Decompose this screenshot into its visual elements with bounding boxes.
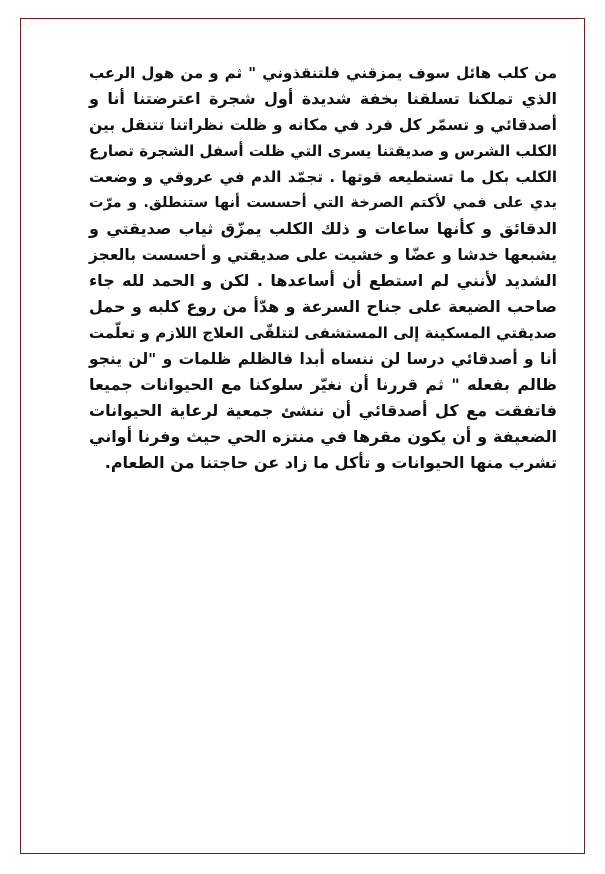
text-line-14: فاتفقت مع كل أصدقائي أن ننشئ جمعية لرعاية الحيوانات — [89, 401, 557, 420]
text-line-9: الشديد لأنني لم استطع أن أساعدها . لكن و الحمد لله جاء — [89, 271, 557, 290]
text-line-13: ظالم بفعله " ثم قررنا أن نغيّر سلوكنا مع الحيوانات جميعا — [89, 375, 557, 394]
text-line-10: صاحب الضيعة على جناح السرعة و هدّأ من روع كلبه و حمل — [89, 297, 557, 316]
text-line-5: الكلب بكل ما تستطيعه قوتها . تجمّد الدم في عروقي و وضعت — [89, 168, 557, 186]
text-line-1: من كلب هائل سوف يمزقني فلتنقذوني " ثم و من هول الرعب — [89, 64, 557, 82]
text-line-12: أنا و أصدقائي درسا لن ننساه أبدا فالظلم ظلمات و "لن ينجو — [89, 350, 557, 368]
text-line-3: أصدقائي و تسمّر كل فرد في مكانه و ظلت نظراتنا تتنقل بين — [89, 116, 557, 134]
text-line-2: الذي تملكنا تسلقنا بخفة شديدة أول شجرة اعترضتنا أنا و — [89, 89, 557, 108]
text-line-7: الدقائق و كأنها ساعات و ذلك الكلب يمزّق ثياب صديقتي و — [89, 219, 557, 238]
text-line-11: صديقتي المسكينة إلى المستشفى لتتلقّى العلاج اللازم و تعلّمت — [89, 324, 557, 342]
text-line-8: يشبعها خدشا و عضّا و خشيت على صديقتي و أحسست بالعجز — [89, 246, 557, 264]
document-page — [20, 18, 585, 854]
text-line-15: الضعيفة و أن يكون مقرها في منتزه الحي حيث وفرنا أواني — [89, 427, 557, 446]
text-line-6: يدي على فمي لأكتم الصرخة التي أحسست أنها ستنطلق. و مرّت — [89, 195, 557, 211]
text-line-4: الكلب الشرس و صديقتنا يسرى التي ظلت أسفل الشجرة تصارع — [89, 142, 557, 160]
arabic-paragraph — [89, 60, 557, 476]
text-line-16: تشرب منها الحيوانات و تأكل ما زاد عن حاجتنا من الطعام. — [104, 453, 557, 472]
